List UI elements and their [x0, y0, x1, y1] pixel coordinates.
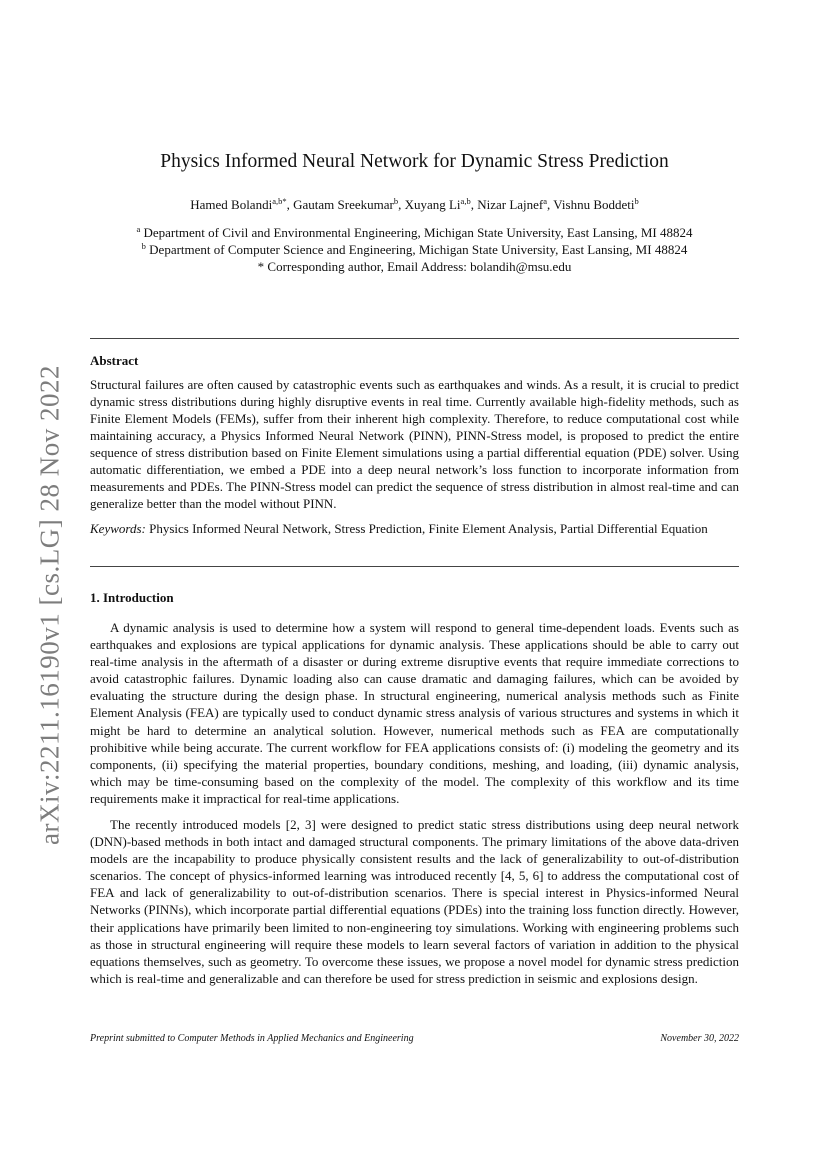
author-name: Xuyang Li: [404, 197, 461, 212]
affiliation: [90, 241, 739, 258]
author-affil-mark: a: [543, 196, 548, 206]
author: [553, 197, 638, 212]
author-separator: ,: [286, 197, 294, 212]
abstract-text: Structural failures are often caused by catastrophic events such as earthquakes and winds. As a result, it is crucial to predict dynamic stress distributions during highly disruptive events in real time. Currently available high-fidelity methods, such as Finite Element Models (FEMs), suffer from their inherent high complexity. Therefore, to reduce computational cost while maintaining accuracy, a Physics Informed Neural Network (PINN), PINN-Stress model, is proposed to predict the entire sequence of stress distribution based on Finite Element simulations using a partial differential equation (PDE) solver. Using automatic differentiation, we embed a PDE into a deep neural network’s loss function to incorporate information from measurements and PDEs. The PINN-Stress model can predict the sequence of stress distribution in almost real-time and can generalize better than the model without PINN.: [90, 377, 739, 511]
author-name: Hamed Bolandi: [190, 197, 273, 212]
author-name: Nizar Lajnef: [477, 197, 544, 212]
arxiv-stamp: arXiv:2211.16190v1 [cs.LG] 28 Nov 2022: [34, 365, 65, 845]
paper-title: Physics Informed Neural Network for Dynamic Stress Prediction: [160, 151, 669, 172]
affiliation-text: Department of Civil and Environmental Engineering, Michigan State University, East Lansing, MI 48824: [140, 225, 693, 240]
affiliation-mark: b: [141, 241, 146, 251]
author-affil-mark: a,b: [460, 196, 471, 206]
keywords: [90, 520, 739, 537]
section-heading: 1. Introduction: [90, 590, 174, 605]
author-name: Vishnu Boddeti: [553, 197, 635, 212]
body-paragraph: The recently introduced models [2, 3] were designed to predict static stress distributions using deep neural network (DNN)-based methods in both intact and damaged structural components. The primary limitations of the above data-driven models are the incapability to produce physically consistent results and the lack of generalizability to out-of-distribution scenarios. The concept of physics-informed learning was introduced recently [4, 5, 6] to address the computational cost of FEA and lack of generalizability to out-of-distribution scenarios. There is special interest in Physics-informed Neural Networks (PINNs), which incorporate partial differential equations (PDEs) into the training loss function directly. However, their applications have primarily been limited to non-engineering toy simulations. Working with engineering problems such as those in structural engineering will require these models to learn several factors of variation in addition to the physical equations themselves, such as geometry. To overcome these issues, we propose a novel model for dynamic stress prediction which is real-time and generalizable and can therefore be used for stress prediction in seismic and explosions design.: [90, 817, 739, 986]
affiliation-mark: a: [136, 224, 141, 234]
author-affil-mark: b: [634, 196, 639, 206]
author-separator: ,: [470, 197, 478, 212]
author-separator: ,: [398, 197, 405, 212]
author: [405, 197, 478, 212]
keywords-label: Keywords:: [90, 521, 146, 536]
author-affil-mark: a,b*: [272, 196, 287, 206]
author-list: [90, 196, 739, 214]
author: [477, 197, 553, 212]
author-affil-mark: b: [393, 196, 399, 206]
affiliations: [90, 224, 739, 275]
author-separator: ,: [547, 197, 554, 212]
affiliation-text: Department of Computer Science and Engineering, Michigan State University, East Lansing, MI 48824: [145, 242, 688, 257]
corresponding-author: * Corresponding author, Email Address: bolandih@msu.edu: [257, 259, 572, 274]
author: [190, 197, 293, 212]
abstract-bottom-rule: [90, 566, 739, 567]
body-paragraph: A dynamic analysis is used to determine how a system will respond to general time-dependent loads. Events such as earthquakes and explosions are typical applications for dynamic analysis. These applications should be able to carry out real-time analysis in the aftermath of a disaster or during extreme disruptive events that require immediate corrections to avoid catastrophic failures. Dynamic loading also can cause dramatic and damaging failures, which can be avoided by evaluating the structure during the design phase. In structural engineering, numerical analysis methods such as Finite Element Analysis (FEA) are typically used to conduct dynamic stress analysis of various structures and systems in which it might be hard to determine an analytical solution. However, numerical methods such as FEA are computationally prohibitive while being accurate. The current workflow for FEA applications consists of: (i) modeling the geometry and its components, (ii) specifying the material properties, boundary conditions, meshing, and loading, (iii) dynamic analysis, which may be time-consuming based on the complexity of the model. The complexity of this workflow and its time requirements make it impractical for real-time applications.: [90, 620, 739, 806]
abstract-top-rule: [90, 338, 739, 339]
author-name: Gautam Sreekumar: [293, 197, 394, 212]
footer-journal: Preprint submitted to Computer Methods in Applied Mechanics and Engineering: [90, 1033, 414, 1044]
footer-date: November 30, 2022: [660, 1033, 739, 1044]
abstract-heading: Abstract: [90, 353, 139, 368]
keywords-text: Physics Informed Neural Network, Stress Prediction, Finite Element Analysis, Partial Differential Equation: [145, 521, 708, 536]
author: [293, 197, 404, 212]
affiliation: [90, 224, 739, 241]
